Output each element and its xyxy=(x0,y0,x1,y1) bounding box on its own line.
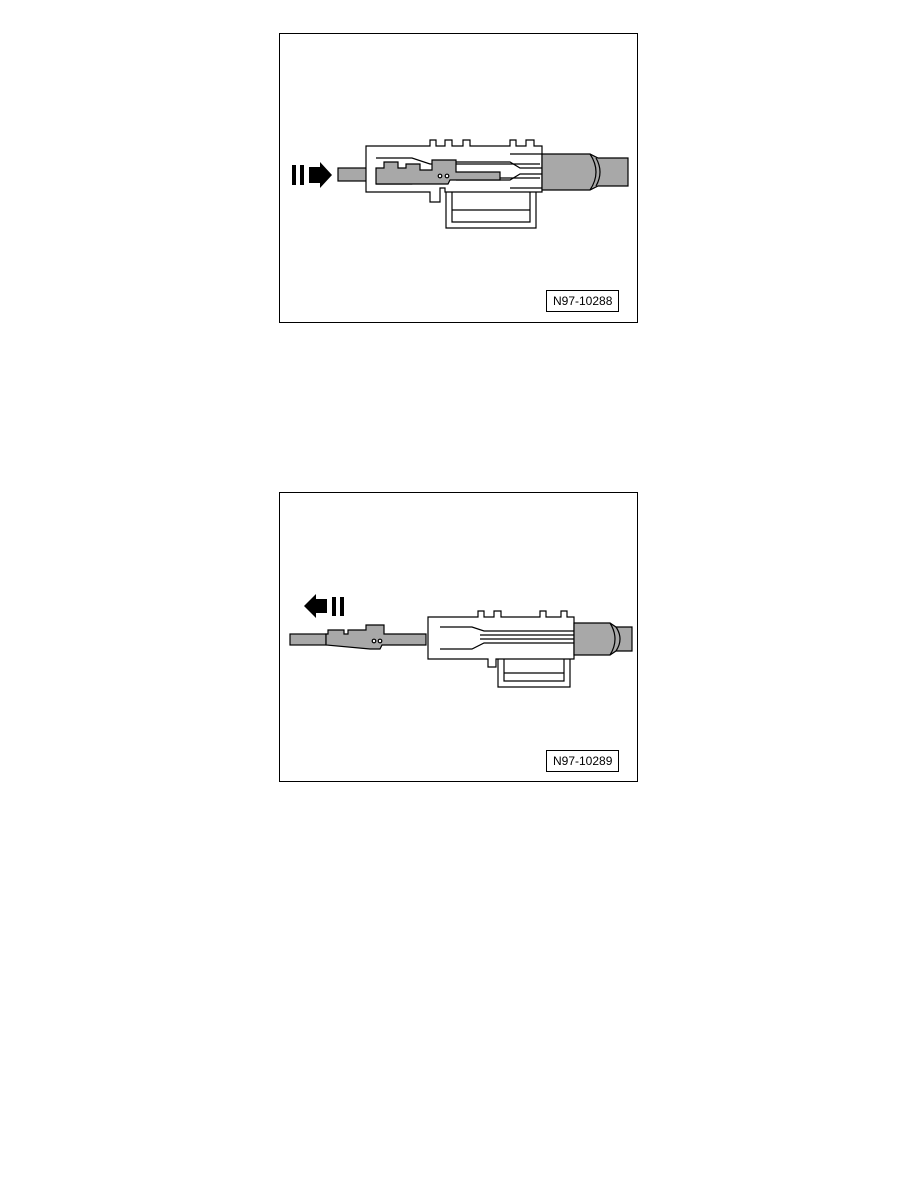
figure-reference-label: N97-10288 xyxy=(546,290,619,312)
arrow-left-icon xyxy=(304,594,344,618)
arrow-right-icon xyxy=(292,162,332,188)
connector-illustration-removed xyxy=(280,493,636,780)
terminal-contact xyxy=(326,625,426,649)
connector-illustration-inserted xyxy=(280,34,636,321)
figure-terminal-inserted xyxy=(279,33,638,323)
wire-left xyxy=(290,634,326,645)
figure-reference-label: N97-10289 xyxy=(546,750,619,772)
wire-boot-right xyxy=(542,154,628,190)
figure-terminal-removed xyxy=(279,492,638,782)
connector-housing xyxy=(428,611,574,687)
wire-boot-right xyxy=(574,623,632,655)
